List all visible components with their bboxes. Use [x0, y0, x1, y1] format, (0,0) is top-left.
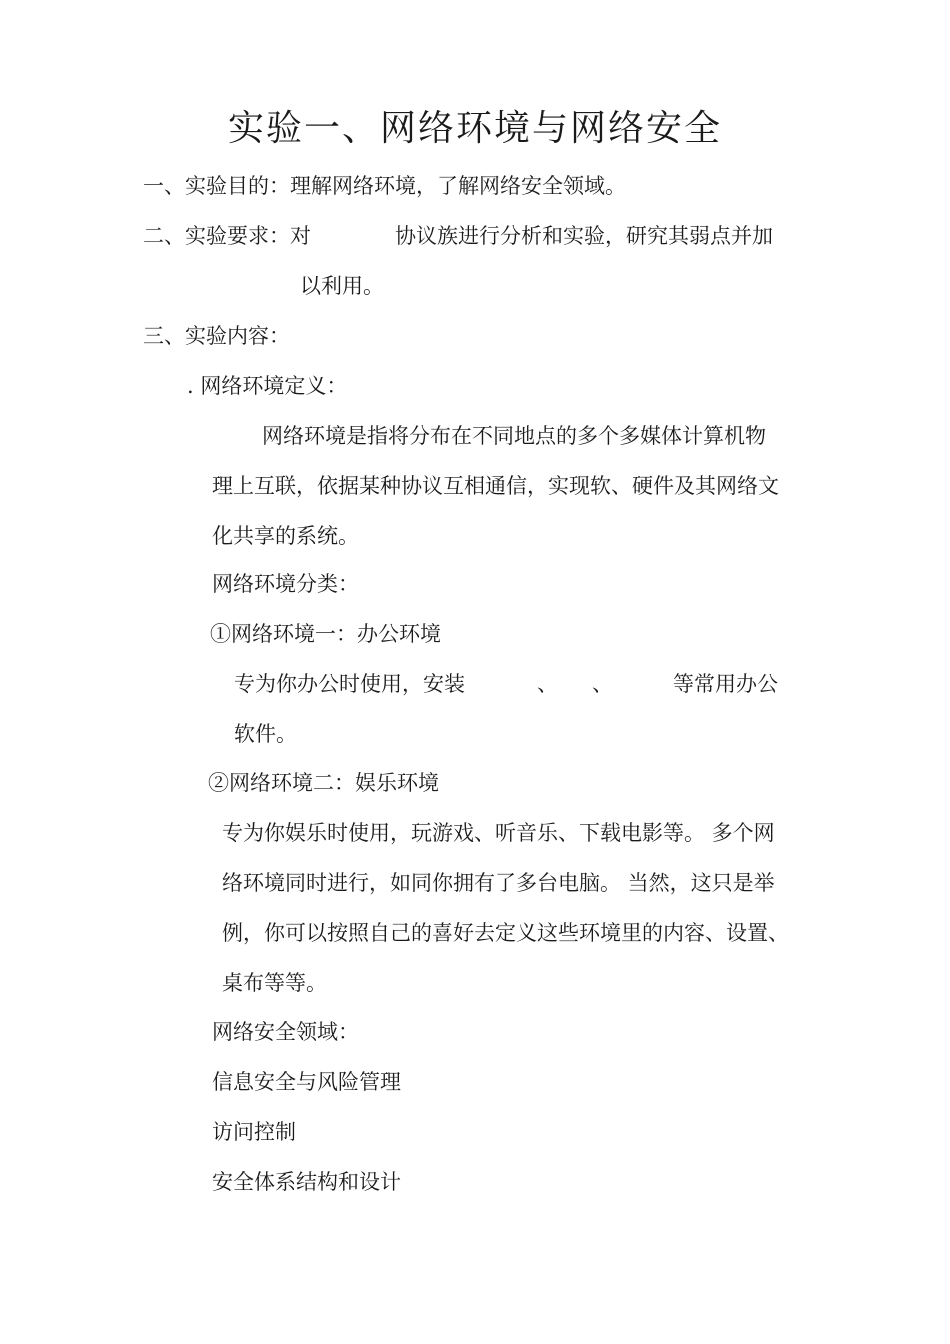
env2-description-line: 专为你娱乐时使用，玩游戏、听音乐、下载电影等。 多个网 — [222, 821, 775, 845]
requirement-label: 二、实验要求： — [143, 224, 290, 248]
env1-separator: 、 — [592, 672, 613, 696]
content-label: 三、实验内容： — [143, 324, 290, 348]
definition-heading: . 网络环境定义： — [187, 374, 348, 398]
purpose-text: 理解网络环境，了解网络安全领域。 — [290, 174, 626, 198]
security-item: 访问控制 — [212, 1120, 296, 1144]
security-item: 信息安全与风险管理 — [212, 1070, 401, 1094]
env1-description-line: 软件。 — [234, 722, 297, 746]
purpose-label: 一、实验目的： — [143, 174, 290, 198]
requirement-line — [143, 222, 773, 250]
page-title: 实验一、网络环境与网络安全 — [227, 108, 722, 149]
security-item: 安全体系结构和设计 — [212, 1170, 401, 1194]
env1-description-line — [234, 670, 778, 698]
definition-paragraph-line: 理上互联，依据某种协议互相通信，实现软、硬件及其网络文 — [212, 474, 779, 498]
env2-description-line: 例，你可以按照自己的喜好去定义这些环境里的内容、设置、 — [222, 921, 789, 945]
definition-paragraph-line: 化共享的系统。 — [212, 524, 359, 548]
env2-description-line: 络环境同时进行，如同你拥有了多台电脑。 当然，这只是举 — [222, 871, 775, 895]
env1-heading: ①网络环境一：办公环境 — [210, 622, 441, 646]
definition-paragraph-line: 网络环境是指将分布在不同地点的多个多媒体计算机物 — [262, 424, 766, 448]
env1-text-part2: 等常用办公 — [673, 672, 778, 696]
classification-heading: 网络环境分类： — [212, 572, 359, 596]
env2-description-line: 桌布等等。 — [222, 971, 327, 995]
requirement-line-continued: 以利用。 — [300, 274, 384, 298]
requirement-text-part2: 协议族进行分析和实验，研究其弱点并加 — [395, 224, 773, 248]
env1-separator: 、 — [537, 672, 558, 696]
purpose-line — [143, 172, 626, 200]
security-heading: 网络安全领域： — [212, 1020, 359, 1044]
env2-heading: ②网络环境二：娱乐环境 — [208, 771, 439, 795]
requirement-text-part1: 对 — [290, 224, 311, 248]
env1-text-part1: 专为你办公时使用，安装 — [234, 672, 465, 696]
